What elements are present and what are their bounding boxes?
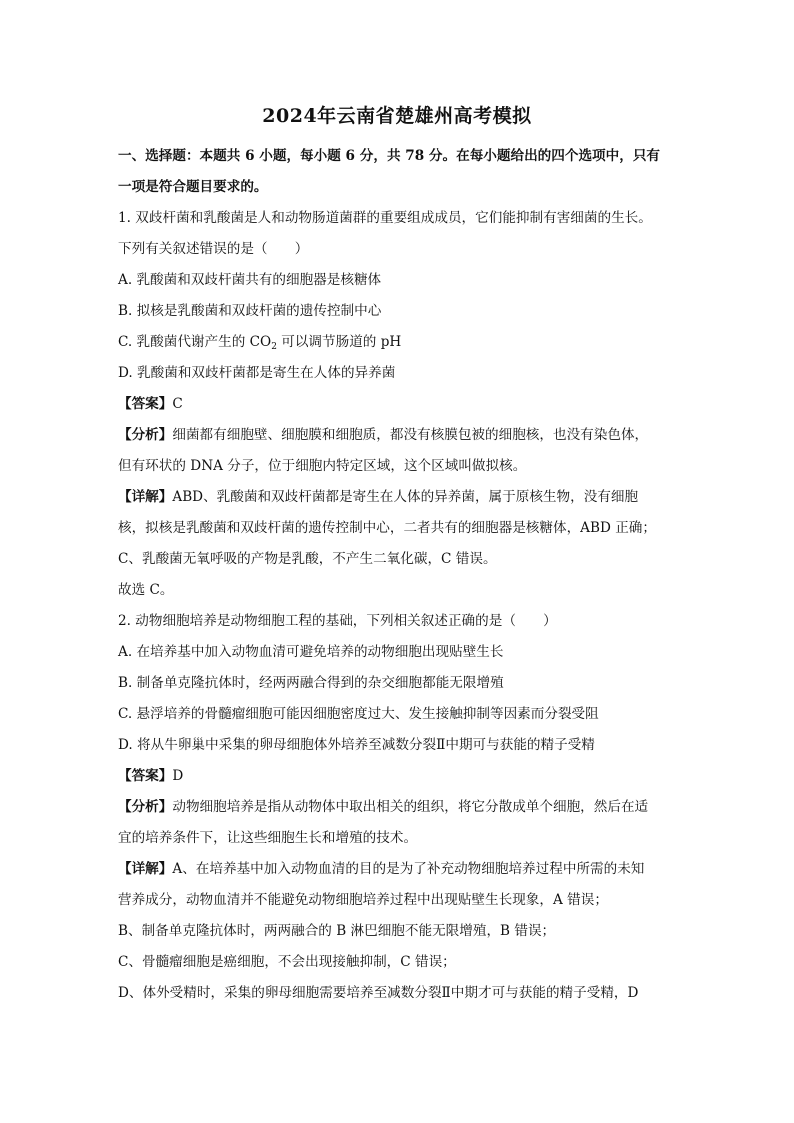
section-heading: 一、选择题：本题共 6 小题，每小题 6 分，共 78 分。在每小题给出的四个选项中，只有 [118, 148, 661, 164]
section-heading-cont: 一项是符合题目要求的。 [118, 179, 268, 195]
q1-detail-cont: 核，拟核是乳酸菌和双歧杆菌的遗传控制中心，二者共有的细胞器是核糖体，ABD 正确； [118, 520, 656, 536]
q2-option-c: C. 悬浮培养的骨髓瘤细胞可能因细胞密度过大、发生接触抑制等因素而分裂受阻 [118, 706, 599, 722]
q1-analysis-cont: 但有环状的 DNA 分子，位于细胞内特定区域，这个区域叫做拟核。 [118, 458, 527, 474]
q2-answer [118, 761, 676, 792]
q1-option-c [118, 327, 676, 358]
q1-option-d: D. 乳酸菌和双歧杆菌都是寄生在人体的异养菌 [118, 365, 396, 381]
q1-detail-text: ABD、乳酸菌和双歧杆菌都是寄生在人体的异养菌，属于原核生物，没有细胞 [172, 489, 639, 505]
q2-analysis-label: 【分析】 [118, 799, 173, 815]
q1-detail-cont-2: C、乳酸菌无氧呼吸的产物是乳酸，不产生二氧化碳，C 错误。 [118, 551, 497, 567]
q1-option-a: A. 乳酸菌和双歧杆菌共有的细胞器是核糖体 [118, 272, 382, 288]
q1-analysis [118, 420, 676, 451]
q2-analysis [118, 792, 676, 823]
q2-detail-cont-2: B、制备单克隆抗体时，两两融合的 B 淋巴细胞不能无限增殖，B 错误； [118, 923, 556, 939]
q1-stem-cont: 下列有关叙述错误的是（ ） [118, 241, 309, 257]
document-title: 2024年云南省楚雄州高考模拟 [262, 105, 532, 127]
q1-option-c-text: C. 乳酸菌代谢产生的 CO [118, 334, 272, 350]
q1-detail-label: 【详解】 [118, 489, 173, 505]
q1-option-b: B. 拟核是乳酸菌和双歧杆菌的遗传控制中心 [118, 303, 382, 319]
q1-detail [118, 482, 676, 513]
q2-analysis-text: 动物细胞培养是指从动物体中取出相关的组织，将它分散成单个细胞，然后在适 [172, 799, 649, 815]
q2-detail-cont: 营养成分，动物血清并不能避免动物细胞培养过程中出现贴壁生长现象，A 错误； [118, 892, 608, 908]
q2-detail-text: A、在培养基中加入动物血清的目的是为了补充动物细胞培养过程中所需的未知 [172, 861, 645, 877]
q1-stem: 1. 双歧杆菌和乳酸菌是人和动物肠道菌群的重要组成成员，它们能抑制有害细菌的生长。 [118, 210, 652, 226]
q2-stem: 2. 动物细胞培养是动物细胞工程的基础，下列相关叙述正确的是（ ） [118, 613, 557, 629]
q2-detail [118, 854, 676, 885]
q2-option-d: D. 将从牛卵巢中采集的卵母细胞体外培养至减数分裂Ⅱ中期可与获能的精子受精 [118, 737, 595, 753]
q1-conclusion: 故选 C。 [118, 582, 174, 598]
q1-answer-value: C [172, 396, 183, 412]
q2-answer-label: 【答案】 [118, 768, 173, 784]
q2-option-b: B. 制备单克隆抗体时，经两两融合得到的杂交细胞都能无限增殖 [118, 675, 504, 691]
q2-analysis-cont: 宜的培养条件下，让这些细胞生长和增殖的技术。 [118, 830, 418, 846]
q1-option-c-subscript: 2 [271, 342, 277, 352]
q2-answer-value: D [172, 768, 184, 784]
q1-answer-label: 【答案】 [118, 396, 173, 412]
q2-option-a: A. 在培养基中加入动物血清可避免培养的动物细胞出现贴壁生长 [118, 644, 504, 660]
q1-answer [118, 389, 676, 420]
q2-detail-cont-3: C、骨髓瘤细胞是癌细胞，不会出现接触抑制，C 错误； [118, 954, 456, 970]
q1-analysis-text: 细菌都有细胞壁、细胞膜和细胞质，都没有核膜包被的细胞核，也没有染色体， [172, 427, 649, 443]
q2-detail-label: 【详解】 [118, 861, 173, 877]
q1-option-c-text-end: 可以调节肠道的 pH [276, 334, 402, 350]
q1-analysis-label: 【分析】 [118, 427, 173, 443]
q2-detail-cont-4: D、体外受精时，采集的卵母细胞需要培养至减数分裂Ⅱ中期才可与获能的精子受精，D [118, 985, 639, 1001]
